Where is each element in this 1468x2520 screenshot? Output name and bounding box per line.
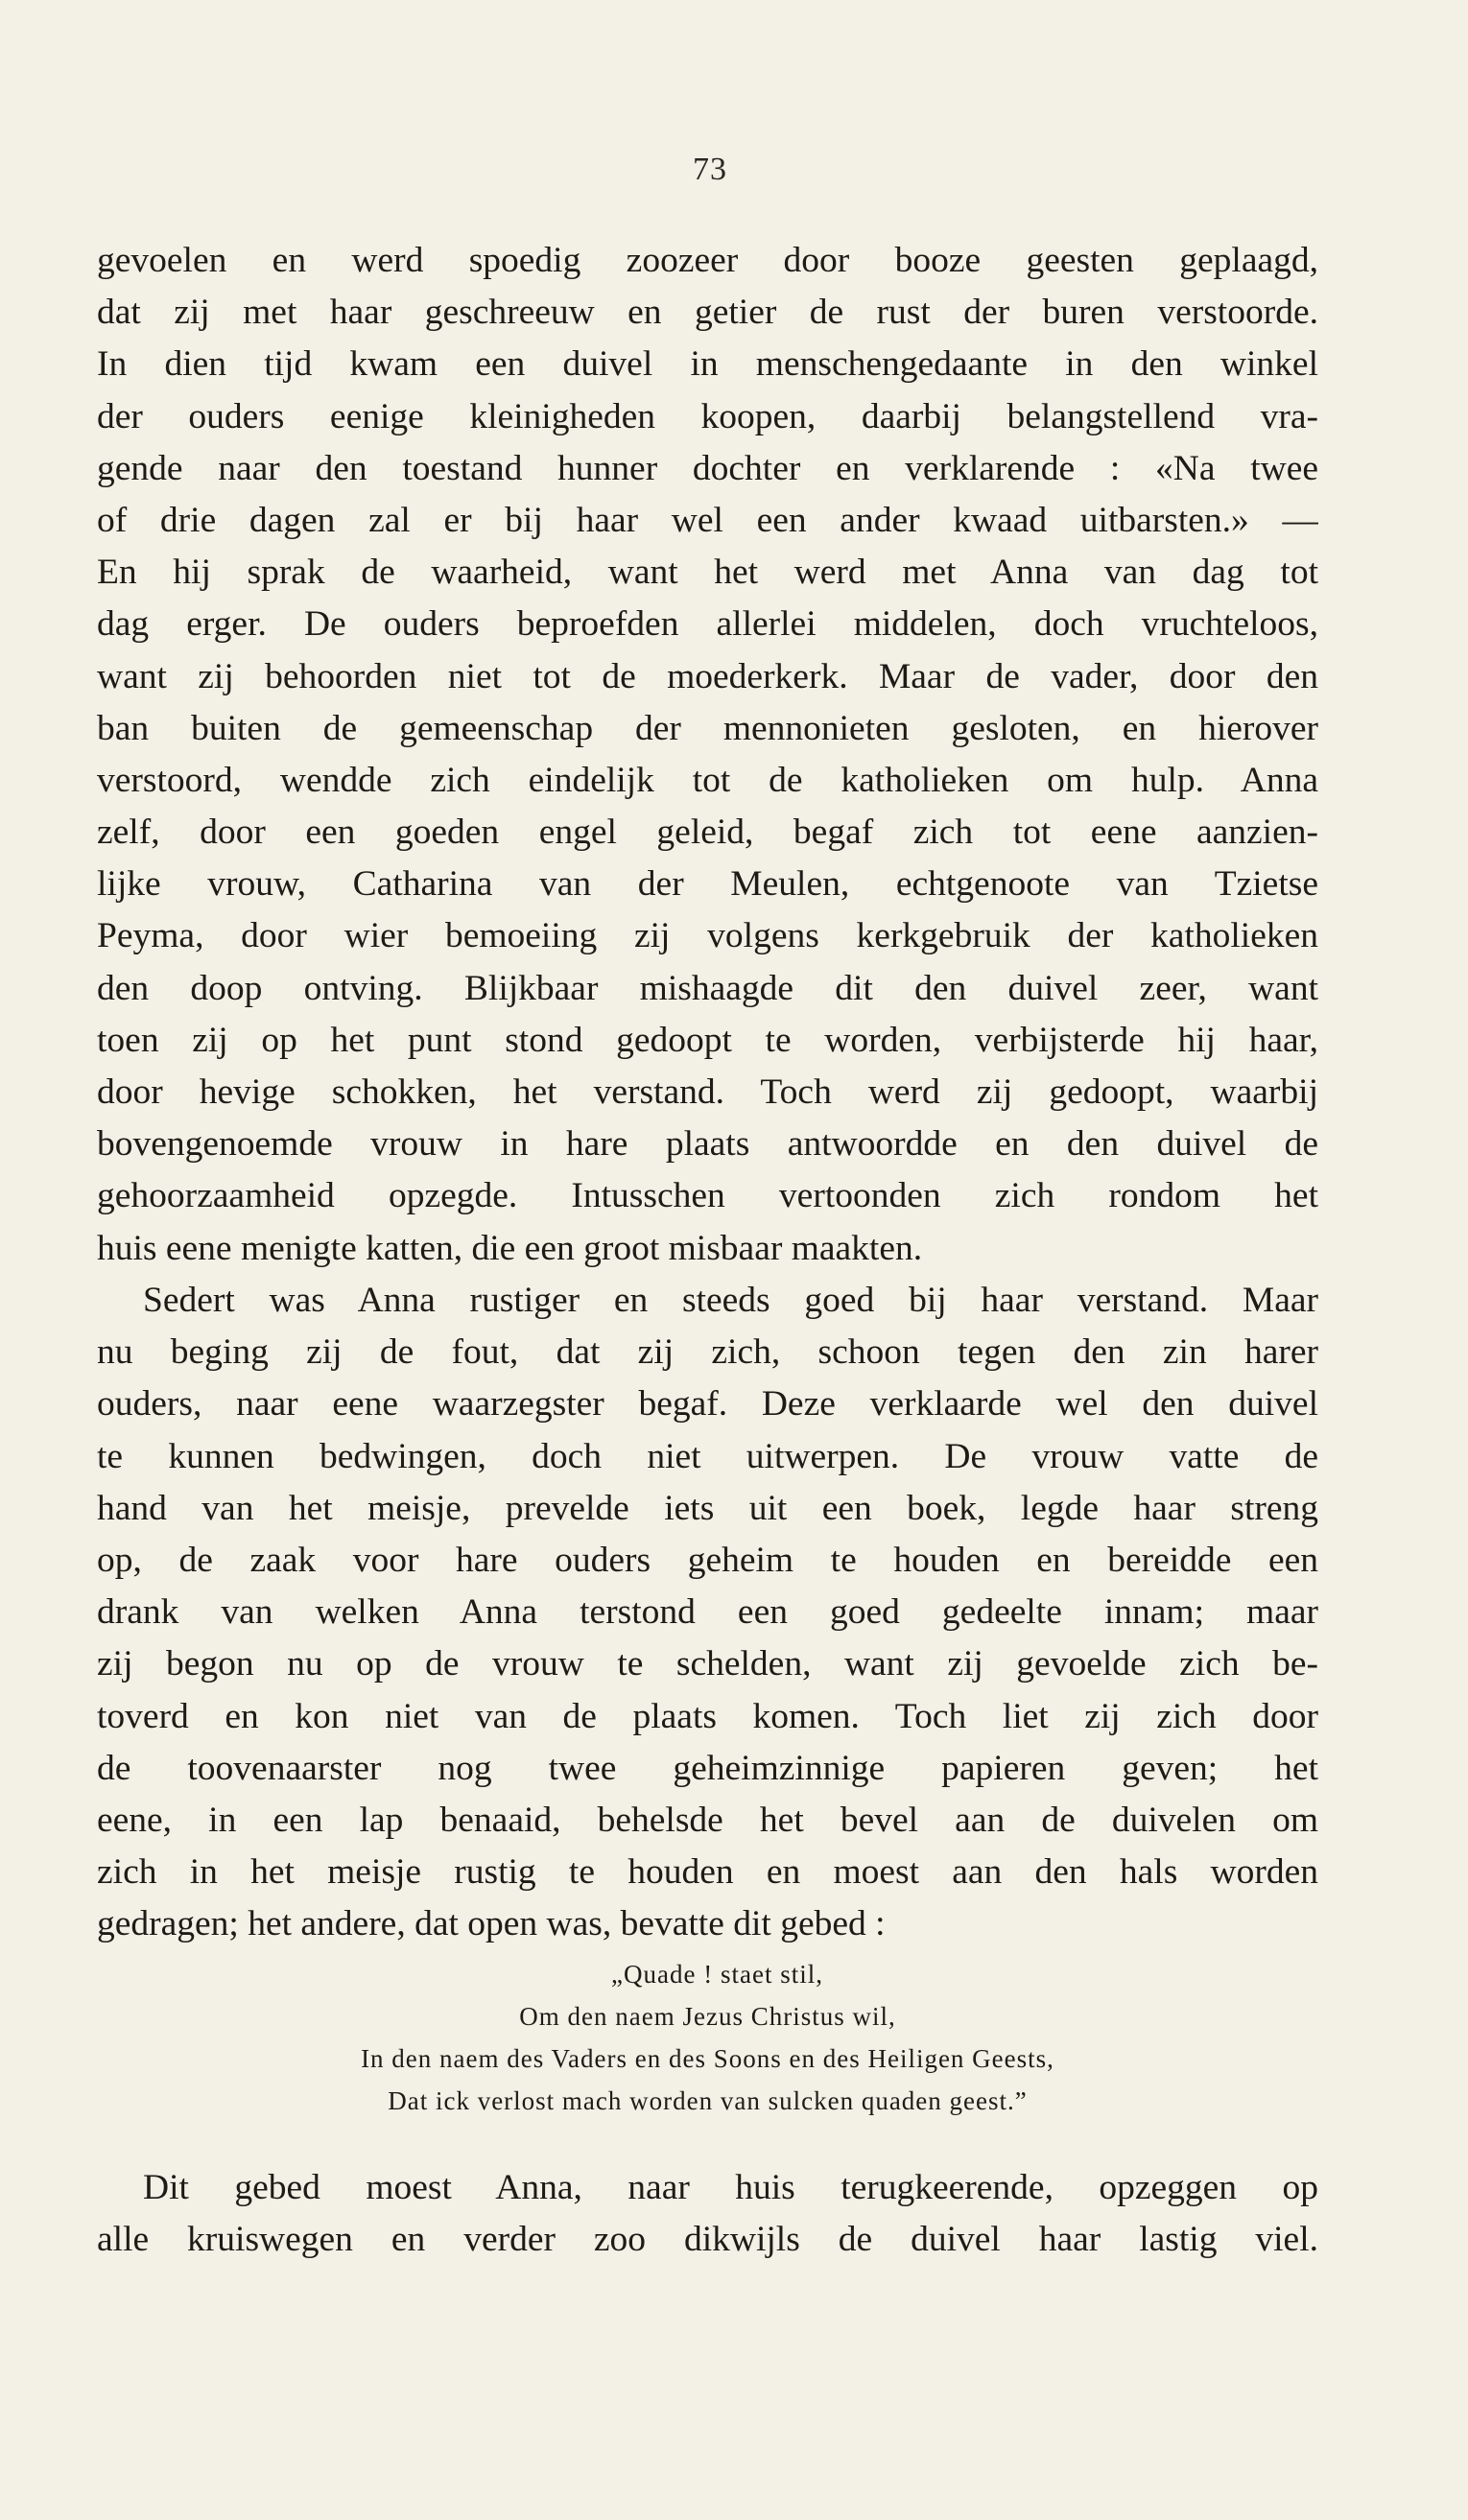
- text-line: zelf, door een goeden engel geleid, begaf zich tot eene aanzien-: [97, 813, 1318, 853]
- text-line: hand van het meisje, prevelde iets uit een boek, legde haar streng: [97, 1488, 1318, 1528]
- text-line: alle kruiswegen en verder zoo dikwijls de duivel haar lastig viel.: [97, 2220, 1318, 2260]
- text-line: Peyma, door wier bemoeiing zij volgens kerkgebruik der katholieken: [97, 916, 1318, 956]
- verse-line: „Quade ! staet stil,: [611, 1960, 823, 1989]
- text-line: In dien tijd kwam een duivel in menschengedaante in den winkel: [97, 344, 1318, 385]
- text-line: ouders, naar eene waarzegster begaf. Deze verklaarde wel den duivel: [97, 1384, 1318, 1425]
- text-line: want zij behoorden niet tot de moederkerk. Maar de vader, door den: [97, 656, 1318, 696]
- text-line: gehoorzaamheid opzegde. Intusschen vertoonden zich rondom het: [97, 1176, 1318, 1216]
- page-number: 73: [693, 152, 727, 187]
- verse-line: In den naem des Vaders en des Soons en des Heiligen Geests,: [361, 2044, 1054, 2073]
- paragraph-3: [97, 2162, 1318, 2266]
- text-line: eene, in een lap benaaid, behelsde het bevel aan de duivelen om: [97, 1800, 1318, 1840]
- text-line: ban buiten de gemeenschap der mennonieten gesloten, en hierover: [97, 708, 1318, 748]
- text-line: de toovenaarster nog twee geheimzinnige papieren geven; het: [97, 1748, 1318, 1788]
- text-line: zij begon nu op de vrouw te schelden, want zij gevoelde zich be-: [97, 1644, 1318, 1684]
- text-line: dag erger. De ouders beproefden allerlei middelen, doch vruchteloos,: [97, 604, 1318, 645]
- text-line: drank van welken Anna terstond een goed gedeelte innam; maar: [97, 1592, 1318, 1633]
- text-line: dat zij met haar geschreeuw en getier de rust der buren verstoorde.: [97, 293, 1318, 333]
- text-line: op, de zaak voor hare ouders geheim te houden en bereidde een: [97, 1540, 1318, 1580]
- text-line: Dit gebed moest Anna, naar huis terugkeerende, opzeggen op: [143, 2168, 1318, 2207]
- text-line: door hevige schokken, het verstand. Toch werd zij gedoopt, waarbij: [97, 1072, 1318, 1112]
- text-line: toen zij op het punt stond gedoopt te worden, verbijsterde hij haar,: [97, 1020, 1318, 1060]
- text-line: gevoelen en werd spoedig zoozeer door booze geesten geplaagd,: [97, 241, 1318, 280]
- text-line: te kunnen bedwingen, doch niet uitwerpen. De vrouw vatte de: [97, 1436, 1318, 1476]
- text-line: lijke vrouw, Catharina van der Meulen, echtgenoote van Tzietse: [97, 864, 1318, 905]
- text-line: der ouders eenige kleinigheden koopen, daarbij belangstellend vra-: [97, 396, 1318, 436]
- text-line: verstoord, wendde zich eindelijk tot de katholieken om hulp. Anna: [97, 760, 1318, 800]
- text-line: En hij sprak de waarheid, want het werd met Anna van dag tot: [97, 553, 1318, 593]
- text-line: toverd en kon niet van de plaats komen. Toch liet zij zich door: [97, 1696, 1318, 1736]
- paragraph-2: [97, 1275, 1318, 1950]
- text-line: gedragen; het andere, dat open was, bevatte dit gebed :: [97, 1904, 886, 1944]
- text-line: Sedert was Anna rustiger en steeds goed bij haar verstand. Maar: [143, 1281, 1318, 1320]
- text-line: bovengenoemde vrouw in hare plaats antwoordde en den duivel de: [97, 1124, 1318, 1165]
- text-line: den doop ontving. Blijkbaar mishaagde dit den duivel zeer, want: [97, 968, 1318, 1008]
- text-line: gende naar den toestand hunner dochter en verklarende : «Na twee: [97, 448, 1318, 488]
- text-line: huis eene menigte katten, die een groot misbaar maakten.: [97, 1228, 923, 1268]
- text-line: of drie dagen zal er bij haar wel een ander kwaad uitbarsten.» —: [97, 500, 1318, 540]
- paragraph-1: [97, 235, 1318, 1275]
- text-line: nu beging zij de fout, dat zij zich, schoon tegen den zin harer: [97, 1332, 1318, 1373]
- text-line: zich in het meisje rustig te houden en moest aan den hals worden: [97, 1852, 1318, 1893]
- verse-line: Om den naem Jezus Christus wil,: [519, 2002, 896, 2031]
- verse-line: Dat ick verlost mach worden van sulcken quaden geest.”: [388, 2086, 1028, 2115]
- prayer-verse: [97, 1953, 1318, 2122]
